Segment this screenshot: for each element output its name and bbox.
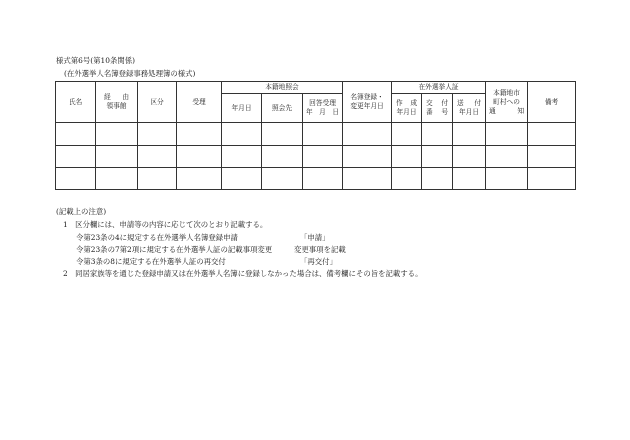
- col-cert-group: 在外選挙人証: [392, 82, 486, 94]
- col-cert-send-ch2: 付: [474, 99, 482, 108]
- col-cert-send-ch1: 送: [457, 99, 464, 108]
- table-cell: [222, 167, 262, 189]
- table-cell: [453, 145, 486, 167]
- note-item-1b: 令第23条の7第2項に規定する在外選挙人証の記載事項変更: [76, 245, 273, 254]
- col-reply-y: 年: [306, 108, 313, 117]
- table-cell: [222, 145, 262, 167]
- col-cert-issue-ch2: 付: [441, 99, 449, 108]
- col-office-ch1: 経: [104, 93, 111, 102]
- table-cell: [222, 123, 262, 145]
- col-cert-issue-ch3: 番: [426, 108, 433, 117]
- col-receipt: 受理: [177, 82, 222, 123]
- col-honseki-to: 照会先: [262, 94, 303, 123]
- table-cell: [262, 167, 303, 189]
- form-number: 様式第6号(第10条関係): [56, 56, 135, 65]
- table-cell: [486, 123, 528, 145]
- table-cell: [422, 123, 453, 145]
- table-cell: [453, 167, 486, 189]
- col-notify-line1: 本籍地市: [493, 88, 520, 97]
- notes-title: (記載上の注意): [56, 207, 107, 216]
- table-cell: [486, 167, 528, 189]
- note-item-2: 2 同居家族等を通じた登録申請又は在外選挙人名簿に登録しなかった場合は、備考欄にその旨を記載する。: [63, 269, 423, 278]
- col-cert-made-ch2: 成: [410, 99, 418, 108]
- col-cert-made-line2: 年月日: [396, 108, 417, 117]
- col-cert-issue-ch1: 交: [426, 99, 433, 108]
- col-honseki-group: 本籍地照会: [222, 82, 343, 94]
- col-office-ch2: 由: [122, 93, 129, 102]
- col-register: [343, 82, 392, 123]
- register-table: [55, 81, 576, 190]
- table-cell: [392, 145, 422, 167]
- table-cell: [343, 167, 392, 189]
- col-cert-made: [392, 94, 422, 123]
- table-cell: [177, 145, 222, 167]
- col-reply-d: 日: [332, 108, 340, 117]
- note-item-1c: 令第3条の8に規定する在外選挙人証の再交付: [76, 257, 226, 266]
- note-item-1a-value: 「申請」: [300, 233, 330, 242]
- table-cell: [56, 145, 96, 167]
- table-row: [56, 145, 576, 167]
- col-remarks: 備考: [528, 82, 576, 123]
- table-row: [56, 167, 576, 189]
- table-cell: [138, 123, 177, 145]
- table-cell: [96, 123, 138, 145]
- table-cell: [528, 145, 576, 167]
- col-cert-issue-ch4: 号: [441, 108, 449, 117]
- table-cell: [343, 123, 392, 145]
- col-reply-date: [303, 94, 343, 123]
- col-register-line2: 変更年月日: [350, 102, 384, 111]
- col-honseki-date: 年月日: [222, 94, 262, 123]
- col-reply-line1: 回答受理: [309, 99, 336, 108]
- table-cell: [392, 167, 422, 189]
- note-item-1: 1 区分欄には、申請等の内容に応じて次のとおり記載する。: [63, 220, 268, 229]
- table-cell: [528, 167, 576, 189]
- table-cell: [303, 123, 343, 145]
- table-cell: [303, 167, 343, 189]
- form-title: (在外選挙人名簿登録事務処理簿の様式): [64, 69, 196, 78]
- table-cell: [138, 145, 177, 167]
- table-cell: [177, 167, 222, 189]
- table-cell: [56, 123, 96, 145]
- col-reply-m: 月: [319, 108, 326, 117]
- table-cell: [96, 167, 138, 189]
- col-notify-ch1: 通: [489, 106, 496, 115]
- col-cert-send-line2: 年月日: [459, 108, 480, 117]
- table-cell: [262, 145, 303, 167]
- table-cell: [343, 145, 392, 167]
- table-cell: [138, 167, 177, 189]
- note-item-1b-value: 変更事項を記載: [294, 245, 346, 254]
- col-cert-send: [453, 94, 486, 123]
- note-item-1c-value: 「再交付」: [300, 257, 337, 266]
- col-office-line2: 領事館: [106, 102, 127, 111]
- col-notify-line2: 町村への: [493, 97, 520, 106]
- col-office: [96, 82, 138, 123]
- table-cell: [422, 145, 453, 167]
- col-register-line1: 名簿登録・: [350, 93, 384, 102]
- table-row: [56, 123, 576, 145]
- table-cell: [528, 123, 576, 145]
- col-name: 氏名: [56, 82, 96, 123]
- table-cell: [422, 167, 453, 189]
- table-cell: [486, 145, 528, 167]
- table-cell: [262, 123, 303, 145]
- col-notify: [486, 82, 528, 123]
- col-category: 区分: [138, 82, 177, 123]
- col-cert-made-ch1: 作: [396, 99, 403, 108]
- col-cert-issue: [422, 94, 453, 123]
- table-cell: [96, 145, 138, 167]
- table-cell: [56, 167, 96, 189]
- table-cell: [392, 123, 422, 145]
- table-cell: [303, 145, 343, 167]
- note-item-1a: 令第23条の4に規定する在外選挙人名簿登録申請: [76, 233, 238, 242]
- table-cell: [453, 123, 486, 145]
- table-cell: [177, 123, 222, 145]
- col-notify-ch2: 知: [517, 106, 525, 115]
